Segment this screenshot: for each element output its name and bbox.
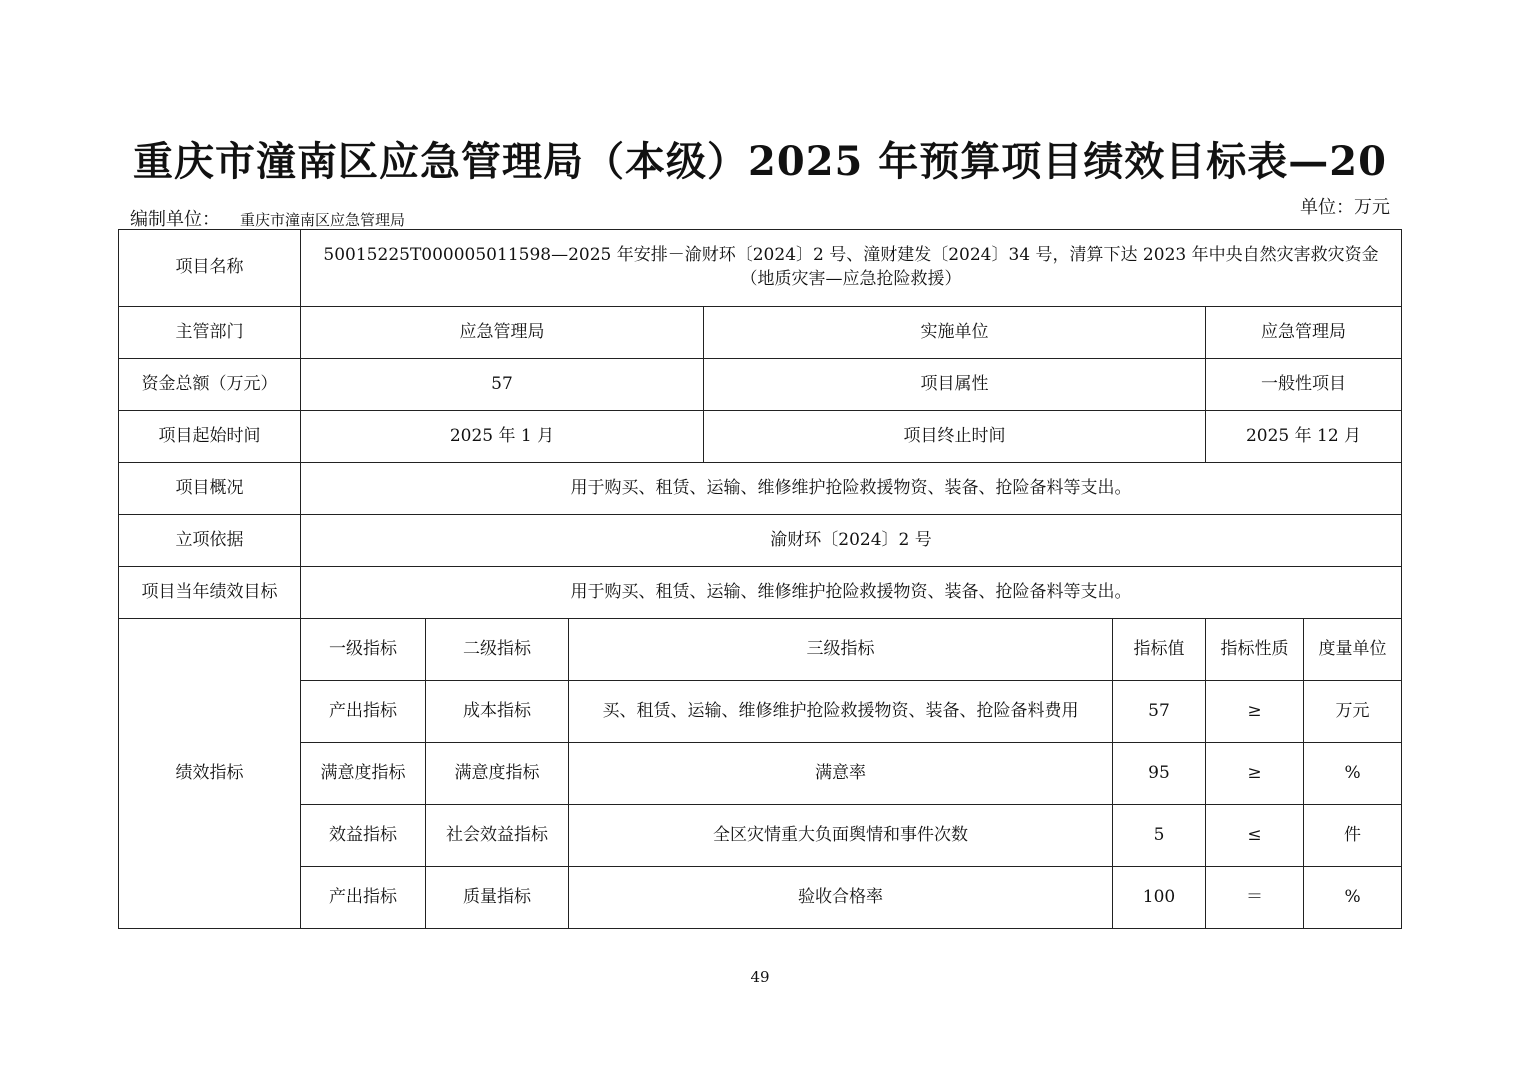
perf-unit: 万元 <box>1304 681 1402 743</box>
perf-level3: 买、租赁、运输、维修维护抢险救援物资、装备、抢险备料费用 <box>569 681 1113 743</box>
row-department <box>119 307 1402 359</box>
perf-level2: 满意度指标 <box>426 743 569 805</box>
page-number: 49 <box>750 968 770 986</box>
cell-goal-value: 用于购买、租赁、运输、维修维护抢险救援物资、装备、抢险备料等支出。 <box>301 567 1402 619</box>
perf-value: 95 <box>1113 743 1206 805</box>
perf-row <box>119 743 1402 805</box>
perf-level1: 效益指标 <box>301 805 426 867</box>
cell-perf-label: 绩效指标 <box>119 619 301 929</box>
perf-nature: ≤ <box>1206 805 1304 867</box>
page-title: 重庆市潼南区应急管理局（本级）2025 年预算项目绩效目标表—20 <box>133 138 1387 185</box>
perf-level1: 产出指标 <box>301 681 426 743</box>
perf-level3: 满意率 <box>569 743 1113 805</box>
org-label: 编制单位： <box>130 209 220 230</box>
project-name-line2: （地质灾害—应急抢险救援） <box>740 269 962 289</box>
cell-impl-label: 实施单位 <box>704 307 1206 359</box>
perf-nature: ＝ <box>1206 867 1304 929</box>
perf-value: 5 <box>1113 805 1206 867</box>
cell-overview-label: 项目概况 <box>119 463 301 515</box>
cell-dept-value: 应急管理局 <box>301 307 704 359</box>
cell-impl-value: 应急管理局 <box>1206 307 1402 359</box>
perf-nature: ≥ <box>1206 743 1304 805</box>
perf-row <box>119 867 1402 929</box>
perf-nature: ≥ <box>1206 681 1304 743</box>
cell-end-value: 2025 年 12 月 <box>1206 411 1402 463</box>
row-goal <box>119 567 1402 619</box>
perf-header-row <box>119 619 1402 681</box>
cell-fund-value: 57 <box>301 359 704 411</box>
row-fund <box>119 359 1402 411</box>
perf-level3: 全区灾情重大负面舆情和事件次数 <box>569 805 1113 867</box>
org-value: 重庆市潼南区应急管理局 <box>240 211 406 229</box>
perf-value: 57 <box>1113 681 1206 743</box>
perf-level2: 成本指标 <box>426 681 569 743</box>
perf-header-nature: 指标性质 <box>1206 619 1304 681</box>
perf-header-level3: 三级指标 <box>569 619 1113 681</box>
unit-label: 单位：万元 <box>1300 197 1390 218</box>
perf-unit: 件 <box>1304 805 1402 867</box>
cell-name-value <box>301 230 1402 307</box>
project-name-line1: 50015225T000005011598—2025 年安排－渝财环〔2024〕2 号、潼财建发〔2024〕34 号，清算下达 2023 年中央自然灾害救灾资金 <box>323 245 1379 266</box>
cell-goal-label: 项目当年绩效目标 <box>119 567 301 619</box>
perf-row <box>119 681 1402 743</box>
org-info <box>130 205 405 231</box>
row-project-name <box>119 230 1402 307</box>
cell-start-label: 项目起始时间 <box>119 411 301 463</box>
perf-header-level1: 一级指标 <box>301 619 426 681</box>
perf-level1: 满意度指标 <box>301 743 426 805</box>
perf-header-value: 指标值 <box>1113 619 1206 681</box>
row-overview <box>119 463 1402 515</box>
perf-header-unit: 度量单位 <box>1304 619 1402 681</box>
budget-table <box>118 229 1402 929</box>
cell-basis-value: 渝财环〔2024〕2 号 <box>301 515 1402 567</box>
cell-start-value: 2025 年 1 月 <box>301 411 704 463</box>
perf-level1: 产出指标 <box>301 867 426 929</box>
cell-fund-label: 资金总额（万元） <box>119 359 301 411</box>
cell-basis-label: 立项依据 <box>119 515 301 567</box>
cell-name-label: 项目名称 <box>119 230 301 307</box>
perf-unit: % <box>1304 867 1402 929</box>
cell-dept-label: 主管部门 <box>119 307 301 359</box>
perf-row <box>119 805 1402 867</box>
cell-attr-value: 一般性项目 <box>1206 359 1402 411</box>
perf-unit: % <box>1304 743 1402 805</box>
cell-overview-value: 用于购买、租赁、运输、维修维护抢险救援物资、装备、抢险备料等支出。 <box>301 463 1402 515</box>
perf-header-level2: 二级指标 <box>426 619 569 681</box>
cell-end-label: 项目终止时间 <box>704 411 1206 463</box>
perf-level3: 验收合格率 <box>569 867 1113 929</box>
cell-attr-label: 项目属性 <box>704 359 1206 411</box>
row-time <box>119 411 1402 463</box>
row-basis <box>119 515 1402 567</box>
perf-value: 100 <box>1113 867 1206 929</box>
perf-level2: 质量指标 <box>426 867 569 929</box>
perf-level2: 社会效益指标 <box>426 805 569 867</box>
